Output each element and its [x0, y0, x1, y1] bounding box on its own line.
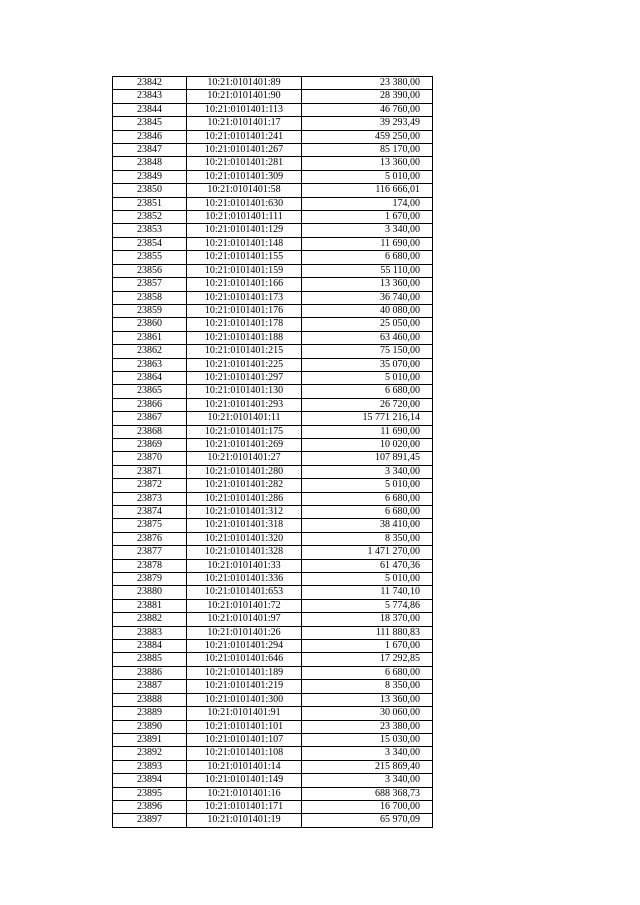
value-cell: 116 666,01 — [302, 184, 433, 197]
cadastral-number-cell: 10:21:0101401:159 — [187, 264, 302, 277]
row-number-cell: 23881 — [113, 599, 187, 612]
value-cell: 8 350,00 — [302, 532, 433, 545]
cadastral-number-cell: 10:21:0101401:280 — [187, 465, 302, 478]
table-row — [113, 626, 433, 639]
row-number-cell: 23894 — [113, 774, 187, 787]
value-cell: 3 340,00 — [302, 747, 433, 760]
value-cell: 75 150,00 — [302, 345, 433, 358]
table-row — [113, 117, 433, 130]
cadastral-number-cell: 10:21:0101401:297 — [187, 371, 302, 384]
table-row — [113, 184, 433, 197]
value-cell: 5 010,00 — [302, 573, 433, 586]
table-row — [113, 144, 433, 157]
value-cell: 1 670,00 — [302, 640, 433, 653]
value-cell: 16 700,00 — [302, 800, 433, 813]
cadastral-number-cell: 10:21:0101401:17 — [187, 117, 302, 130]
table-row — [113, 747, 433, 760]
row-number-cell: 23896 — [113, 800, 187, 813]
cadastral-number-cell: 10:21:0101401:130 — [187, 385, 302, 398]
cadastral-number-cell: 10:21:0101401:19 — [187, 814, 302, 827]
cadastral-number-cell: 10:21:0101401:281 — [187, 157, 302, 170]
row-number-cell: 23873 — [113, 492, 187, 505]
table-row — [113, 278, 433, 291]
value-cell: 11 740,10 — [302, 586, 433, 599]
row-number-cell: 23866 — [113, 398, 187, 411]
value-cell: 5 010,00 — [302, 479, 433, 492]
row-number-cell: 23861 — [113, 331, 187, 344]
row-number-cell: 23865 — [113, 385, 187, 398]
cadastral-number-cell: 10:21:0101401:286 — [187, 492, 302, 505]
row-number-cell: 23867 — [113, 412, 187, 425]
value-cell: 36 740,00 — [302, 291, 433, 304]
table-row — [113, 90, 433, 103]
table-row — [113, 224, 433, 237]
table-row — [113, 331, 433, 344]
value-cell: 459 250,00 — [302, 130, 433, 143]
cadastral-number-cell: 10:21:0101401:318 — [187, 519, 302, 532]
cadastral-number-cell: 10:21:0101401:107 — [187, 733, 302, 746]
table-row — [113, 103, 433, 116]
row-number-cell: 23858 — [113, 291, 187, 304]
cadastral-number-cell: 10:21:0101401:148 — [187, 237, 302, 250]
value-cell: 25 050,00 — [302, 318, 433, 331]
row-number-cell: 23879 — [113, 573, 187, 586]
cadastral-number-cell: 10:21:0101401:215 — [187, 345, 302, 358]
table-row — [113, 680, 433, 693]
row-number-cell: 23893 — [113, 760, 187, 773]
table-row — [113, 479, 433, 492]
cadastral-number-cell: 10:21:0101401:336 — [187, 573, 302, 586]
value-cell: 38 410,00 — [302, 519, 433, 532]
value-cell: 55 110,00 — [302, 264, 433, 277]
table-row — [113, 345, 433, 358]
table-row — [113, 425, 433, 438]
cadastral-number-cell: 10:21:0101401:328 — [187, 546, 302, 559]
data-table — [112, 76, 433, 828]
table-row — [113, 532, 433, 545]
table-row — [113, 398, 433, 411]
row-number-cell: 23851 — [113, 197, 187, 210]
cadastral-number-cell: 10:21:0101401:72 — [187, 599, 302, 612]
row-number-cell: 23844 — [113, 103, 187, 116]
value-cell: 1 471 270,00 — [302, 546, 433, 559]
row-number-cell: 23868 — [113, 425, 187, 438]
value-cell: 1 670,00 — [302, 211, 433, 224]
table-row — [113, 251, 433, 264]
table-row — [113, 170, 433, 183]
table-row — [113, 733, 433, 746]
row-number-cell: 23889 — [113, 707, 187, 720]
row-number-cell: 23886 — [113, 666, 187, 679]
table-row — [113, 559, 433, 572]
row-number-cell: 23849 — [113, 170, 187, 183]
cadastral-number-cell: 10:21:0101401:33 — [187, 559, 302, 572]
table-row — [113, 385, 433, 398]
row-number-cell: 23878 — [113, 559, 187, 572]
value-cell: 23 380,00 — [302, 720, 433, 733]
row-number-cell: 23890 — [113, 720, 187, 733]
cadastral-number-cell: 10:21:0101401:176 — [187, 304, 302, 317]
cadastral-number-cell: 10:21:0101401:320 — [187, 532, 302, 545]
cadastral-number-cell: 10:21:0101401:312 — [187, 506, 302, 519]
value-cell: 46 760,00 — [302, 103, 433, 116]
table-row — [113, 519, 433, 532]
row-number-cell: 23843 — [113, 90, 187, 103]
cadastral-number-cell: 10:21:0101401:26 — [187, 626, 302, 639]
row-number-cell: 23847 — [113, 144, 187, 157]
value-cell: 18 370,00 — [302, 613, 433, 626]
row-number-cell: 23872 — [113, 479, 187, 492]
row-number-cell: 23855 — [113, 251, 187, 264]
table-row — [113, 506, 433, 519]
cadastral-number-cell: 10:21:0101401:300 — [187, 693, 302, 706]
row-number-cell: 23874 — [113, 506, 187, 519]
row-number-cell: 23882 — [113, 613, 187, 626]
cadastral-number-cell: 10:21:0101401:91 — [187, 707, 302, 720]
value-cell: 15 030,00 — [302, 733, 433, 746]
cadastral-number-cell: 10:21:0101401:27 — [187, 452, 302, 465]
table-row — [113, 573, 433, 586]
table-row — [113, 720, 433, 733]
value-cell: 11 690,00 — [302, 425, 433, 438]
table-row — [113, 371, 433, 384]
row-number-cell: 23888 — [113, 693, 187, 706]
table-row — [113, 613, 433, 626]
row-number-cell: 23876 — [113, 532, 187, 545]
row-number-cell: 23885 — [113, 653, 187, 666]
row-number-cell: 23891 — [113, 733, 187, 746]
table-row — [113, 264, 433, 277]
table-row — [113, 77, 433, 90]
row-number-cell: 23842 — [113, 77, 187, 90]
cadastral-number-cell: 10:21:0101401:225 — [187, 358, 302, 371]
value-cell: 5 010,00 — [302, 170, 433, 183]
value-cell: 215 869,40 — [302, 760, 433, 773]
table-row — [113, 800, 433, 813]
value-cell: 85 170,00 — [302, 144, 433, 157]
row-number-cell: 23850 — [113, 184, 187, 197]
row-number-cell: 23870 — [113, 452, 187, 465]
cadastral-number-cell: 10:21:0101401:111 — [187, 211, 302, 224]
table-row — [113, 157, 433, 170]
value-cell: 6 680,00 — [302, 385, 433, 398]
cadastral-number-cell: 10:21:0101401:14 — [187, 760, 302, 773]
cadastral-number-cell: 10:21:0101401:90 — [187, 90, 302, 103]
table-row — [113, 693, 433, 706]
value-cell: 11 690,00 — [302, 237, 433, 250]
row-number-cell: 23864 — [113, 371, 187, 384]
table-row — [113, 653, 433, 666]
value-cell: 6 680,00 — [302, 506, 433, 519]
cadastral-number-cell: 10:21:0101401:166 — [187, 278, 302, 291]
row-number-cell: 23856 — [113, 264, 187, 277]
cadastral-number-cell: 10:21:0101401:155 — [187, 251, 302, 264]
value-cell: 8 350,00 — [302, 680, 433, 693]
row-number-cell: 23895 — [113, 787, 187, 800]
row-number-cell: 23860 — [113, 318, 187, 331]
cadastral-number-cell: 10:21:0101401:309 — [187, 170, 302, 183]
cadastral-number-cell: 10:21:0101401:58 — [187, 184, 302, 197]
value-cell: 174,00 — [302, 197, 433, 210]
cadastral-number-cell: 10:21:0101401:293 — [187, 398, 302, 411]
value-cell: 10 020,00 — [302, 438, 433, 451]
table-row — [113, 599, 433, 612]
table-row — [113, 291, 433, 304]
cadastral-number-cell: 10:21:0101401:149 — [187, 774, 302, 787]
value-cell: 40 080,00 — [302, 304, 433, 317]
cadastral-number-cell: 10:21:0101401:241 — [187, 130, 302, 143]
cadastral-number-cell: 10:21:0101401:269 — [187, 438, 302, 451]
cadastral-number-cell: 10:21:0101401:97 — [187, 613, 302, 626]
value-cell: 35 070,00 — [302, 358, 433, 371]
value-cell: 6 680,00 — [302, 492, 433, 505]
table-row — [113, 452, 433, 465]
value-cell: 30 060,00 — [302, 707, 433, 720]
table-row — [113, 412, 433, 425]
table-row — [113, 304, 433, 317]
cadastral-number-cell: 10:21:0101401:101 — [187, 720, 302, 733]
cadastral-number-cell: 10:21:0101401:630 — [187, 197, 302, 210]
row-number-cell: 23852 — [113, 211, 187, 224]
value-cell: 111 880,83 — [302, 626, 433, 639]
table-row — [113, 197, 433, 210]
cadastral-number-cell: 10:21:0101401:11 — [187, 412, 302, 425]
table-row — [113, 438, 433, 451]
value-cell: 5 774,86 — [302, 599, 433, 612]
cadastral-number-cell: 10:21:0101401:267 — [187, 144, 302, 157]
value-cell: 13 360,00 — [302, 278, 433, 291]
row-number-cell: 23869 — [113, 438, 187, 451]
table-row — [113, 666, 433, 679]
value-cell: 107 891,45 — [302, 452, 433, 465]
table-row — [113, 546, 433, 559]
cadastral-number-cell: 10:21:0101401:89 — [187, 77, 302, 90]
row-number-cell: 23859 — [113, 304, 187, 317]
table-row — [113, 787, 433, 800]
row-number-cell: 23880 — [113, 586, 187, 599]
table-row — [113, 318, 433, 331]
table-row — [113, 237, 433, 250]
cadastral-number-cell: 10:21:0101401:129 — [187, 224, 302, 237]
value-cell: 3 340,00 — [302, 224, 433, 237]
table-row — [113, 586, 433, 599]
cadastral-number-cell: 10:21:0101401:294 — [187, 640, 302, 653]
cadastral-number-cell: 10:21:0101401:282 — [187, 479, 302, 492]
row-number-cell: 23845 — [113, 117, 187, 130]
row-number-cell: 23875 — [113, 519, 187, 532]
cadastral-number-cell: 10:21:0101401:113 — [187, 103, 302, 116]
cadastral-number-cell: 10:21:0101401:171 — [187, 800, 302, 813]
value-cell: 61 470,36 — [302, 559, 433, 572]
table-row — [113, 211, 433, 224]
cadastral-number-cell: 10:21:0101401:189 — [187, 666, 302, 679]
table-row — [113, 640, 433, 653]
cadastral-number-cell: 10:21:0101401:188 — [187, 331, 302, 344]
cadastral-number-cell: 10:21:0101401:653 — [187, 586, 302, 599]
table-row — [113, 465, 433, 478]
value-cell: 28 390,00 — [302, 90, 433, 103]
value-cell: 688 368,73 — [302, 787, 433, 800]
table-row — [113, 707, 433, 720]
value-cell: 13 360,00 — [302, 157, 433, 170]
row-number-cell: 23871 — [113, 465, 187, 478]
row-number-cell: 23877 — [113, 546, 187, 559]
row-number-cell: 23853 — [113, 224, 187, 237]
row-number-cell: 23887 — [113, 680, 187, 693]
value-cell: 65 970,09 — [302, 814, 433, 827]
row-number-cell: 23884 — [113, 640, 187, 653]
value-cell: 13 360,00 — [302, 693, 433, 706]
table-row — [113, 774, 433, 787]
table-row — [113, 760, 433, 773]
value-cell: 3 340,00 — [302, 774, 433, 787]
cadastral-number-cell: 10:21:0101401:219 — [187, 680, 302, 693]
value-cell: 26 720,00 — [302, 398, 433, 411]
row-number-cell: 23846 — [113, 130, 187, 143]
table-row — [113, 130, 433, 143]
table-row — [113, 492, 433, 505]
cadastral-number-cell: 10:21:0101401:646 — [187, 653, 302, 666]
table-row — [113, 814, 433, 827]
row-number-cell: 23862 — [113, 345, 187, 358]
value-cell: 63 460,00 — [302, 331, 433, 344]
value-cell: 5 010,00 — [302, 371, 433, 384]
row-number-cell: 23848 — [113, 157, 187, 170]
value-cell: 15 771 216,14 — [302, 412, 433, 425]
cadastral-number-cell: 10:21:0101401:178 — [187, 318, 302, 331]
value-cell: 39 293,49 — [302, 117, 433, 130]
cadastral-number-cell: 10:21:0101401:108 — [187, 747, 302, 760]
row-number-cell: 23863 — [113, 358, 187, 371]
row-number-cell: 23883 — [113, 626, 187, 639]
value-cell: 17 292,85 — [302, 653, 433, 666]
value-cell: 6 680,00 — [302, 251, 433, 264]
row-number-cell: 23854 — [113, 237, 187, 250]
table-row — [113, 358, 433, 371]
row-number-cell: 23892 — [113, 747, 187, 760]
cadastral-number-cell: 10:21:0101401:173 — [187, 291, 302, 304]
value-cell: 6 680,00 — [302, 666, 433, 679]
table-body — [113, 77, 433, 828]
value-cell: 3 340,00 — [302, 465, 433, 478]
row-number-cell: 23897 — [113, 814, 187, 827]
cadastral-number-cell: 10:21:0101401:16 — [187, 787, 302, 800]
cadastral-number-cell: 10:21:0101401:175 — [187, 425, 302, 438]
row-number-cell: 23857 — [113, 278, 187, 291]
value-cell: 23 380,00 — [302, 77, 433, 90]
